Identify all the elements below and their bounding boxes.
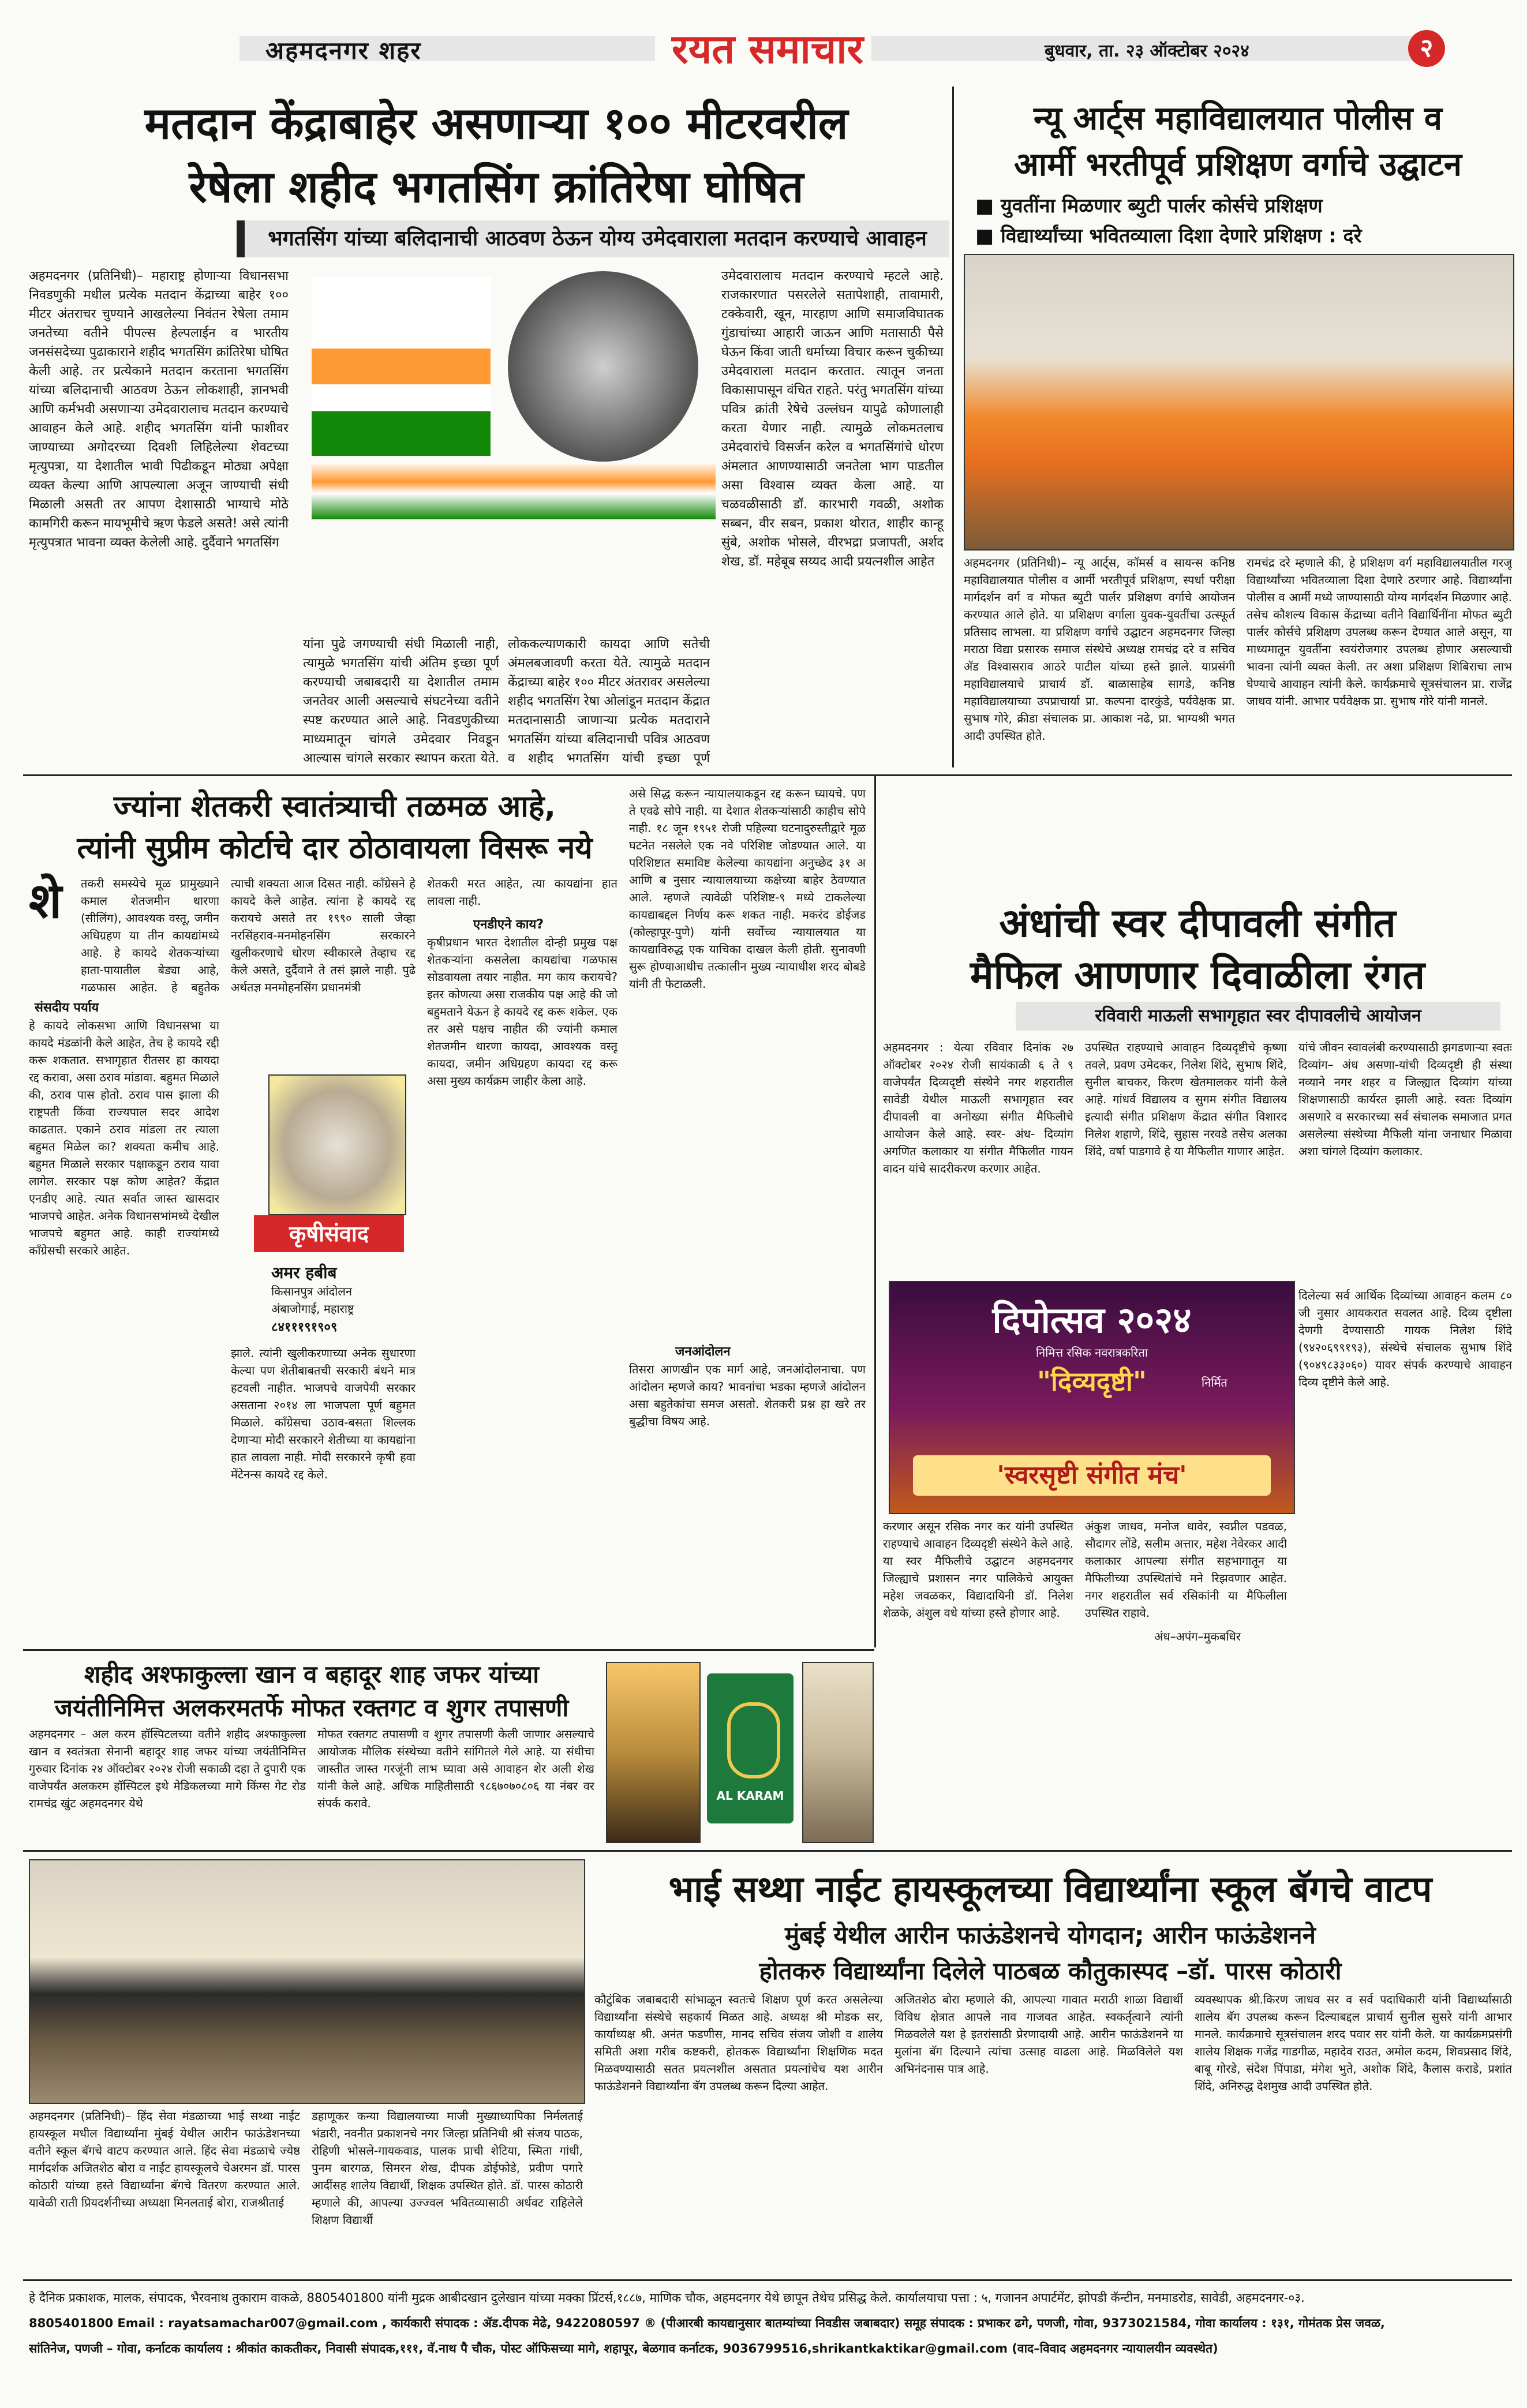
- story4-bot2: अंकुश जाधव, मनोज धावेर, स्वप्नील पडवळ, सौदागर लोंडे, सलीम अत्तार, महेश नेवेरकर आदी कलाकार आपल्या संगीत सहभागातून या मैफिलीच्या उपस्थितांचे मने रिझवणार आहेत. नगर शहरातील सर्व रसिकांनी या मैफिलीला उपस्थित राहावे.: [1085, 1519, 1287, 1620]
- story2-headline-1: न्यू आर्ट्स महाविद्यालयात पोलीस व: [1033, 100, 1443, 137]
- column-label: कृषीसंवाद: [254, 1215, 404, 1252]
- story2-bullet-1: [975, 192, 1323, 218]
- training-class-photo: [964, 254, 1514, 550]
- story6-headline-1: भाई सथ्था नाईट हायस्कूलच्या विद्यार्थ्यांना स्कूल बॅगचे वाटप: [668, 1868, 1432, 1910]
- story4-headline-2: मैफिल आणणार दिवाळीला रंगत: [970, 953, 1425, 998]
- al-karam-logo: [707, 1673, 794, 1823]
- story6-col1: अहमदनगर (प्रतिनिधी)– हिंद सेवा मंडळाच्या भाई सथ्था नाईट हायस्कूल मधील विद्यार्थ्यांना मुंबई येथील आरीन फाऊंडेशनच्या वतीने स्कूल बॅगचे वाटप करण्यात आले. हिंद सेवा मंडळाचे ज्येष्ठ मार्गदर्शक अजितशेठ बोरा व नाईट हायस्कूलचे चेअरमन डॉ. पारस कोठारी यांच्या हस्ते विद्यार्थ्यांना बॅगचे वितरण करण्यात आले. यावेळी राती प्रियदर्शनीच्या अध्यक्षा मिनलताई बोरा, राजश्रीताई: [29, 2109, 300, 2209]
- author-name: अमर हबीब: [271, 1263, 337, 1282]
- story3-col2: त्याची शक्यता आज दिसत नाही. काँग्रेसने हे कायदे केले आहेत. त्यांना हे कायदे रद्द करायचे असते तर १९९० साली जेव्हा नरसिंहराव-मनमोहनसिंग सरकारने खुलीकरणाचे धोरण स्वीकारले तेव्हाच रद्द केले असते, दुर्दैवाने ते तसं झाले नाही. पुढे अर्थतज्ञ मनमोहनसिंग प्रधानमंत्री: [231, 877, 416, 994]
- story3-col1b: हे कायदे लोकसभा आणि विधानसभा या कायदे मंडळांनी केले आहेत, तेच हे कायदे रद्दी करू शकतात. सभागृहात रीतसर हा कायदा रद्द करावा, असा ठराव मांडावा. बहुमत मिळाले की, ठराव पास होतो. ठराव पास झाला की राष्ट्रपती किंवा राज्यपाल सदर आदेश काढतात. एकाने ठराव मांडला तर त्याला बहुमत मिळेल का? शक्यता कमीच आहे. बहुमत मिळाले सरकार पक्षाकडून ठराव यावा लागेल. सरकार पक्ष कोण आहेत? केंद्रात एनडीए आहे. त्यात सर्वात जास्त खासदार भाजपचे आहेत. अनेक विधानसभांमध्ये देखील भाजपचे बहुमत आहे. काही राज्यांमध्ये काँग्रेसची सरकारे आहेत.: [29, 1018, 219, 1257]
- ashfaqulla-portrait: [606, 1662, 701, 1843]
- author-org: किसानपुत्र आंदोलन: [271, 1284, 352, 1298]
- author-portrait: [268, 1074, 406, 1215]
- story6-col4: अजितशेठ बोरा म्हणाले की, आपल्या गावात मराठी शाळा विद्यार्थी विविध क्षेत्रात आपले नाव गाजवत आहेत. स्वकर्तृत्वाने त्यांनी मिळवलेले यश हे इतरांसाठी प्रेरणादायी आहे. आरीन फाऊंडेशनने या मुलांना बॅग दिल्याने त्यांचा उत्साह वाढला आहे. मिळविलेले यश अभिनंदनास पात्र आहे.: [895, 1993, 1183, 2076]
- story1-headline-1: मतदान केंद्राबाहेर असणाऱ्या १०० मीटरवरील: [144, 98, 848, 149]
- author-place: अंबाजोगाई, महाराष्ट्र: [271, 1302, 354, 1316]
- story3-col4-sub2: जनआंदोलन: [675, 1345, 731, 1359]
- story3-headline-1: ज्यांना शेतकरी स्वातंत्र्याची तळमळ आहे,: [113, 789, 556, 824]
- story2-bullet-2: [975, 222, 1362, 248]
- footer-line-2: 8805401800 Email : rayatsamachar007@gmail.com , कार्यकारी संपादक : ॲड.दीपक मेढे, 9422080597 ® (पीआरबी कायद्यानुसार बातम्यांच्या निवडीस जबाबदार) समूह संपादक : प्रभाकर ढगे, पणजी, गोवा, 9373021584, गोवा कार्यालय : १३१, गोमंतक प्रेस जवळ,: [29, 2316, 1385, 2330]
- story1-subhead-bar: [237, 220, 245, 257]
- story3-col4-top: असे सिद्ध करून न्यायालयाकडून रद्द करून घ्यायचे. पण ते एवढे सोपे नाही. या देशात शेतकऱ्यांसाठी काहीच सोपे नाही. १८ जून १९५१ रोजी पहिल्या घटनादुरुस्तीद्वारे मूळ घटनेत नसलेले एक नवे परिशिष्ट जोडण्यात आले. या परिशिष्टात समाविष्ट केलेल्या कायद्यांना अनुच्छेद ३१ अ आणि ब नुसार न्यायालयाच्या कक्षेच्या बाहेर ठेवण्यात आले. म्हणजे त्यावेळी परिशिष्ट-९ मध्ये टाकलेल्या कायद्याबद्दल निर्णय करू शकत नाही. मकरंद डोईजड (कोल्हापूर-पुणे) यांनी सर्वोच्च न्यायालयात या कायद्याविरुद्ध एक याचिका दाखल केली होती. सुनावणी सुरू होण्याआधीच तत्कालीन मुख्य न्यायाधीश शरद बोबडे यांनी ती फेटाळली.: [629, 787, 866, 991]
- divider-vertical-1: [952, 87, 954, 767]
- footer-line-1: हे दैनिक प्रकाशक, मालक, संपादक, भैरवनाथ तुकाराम वाकळे, 8805401800 यांनी मुद्रक आबीदखान दुलेखान यांच्या मक्का प्रिंटर्स,१८८७, माणिक चौक, अहमदनगर येथे छापून तेथेच प्रसिद्ध केले. कार्यालयाचा पत्ता : ५, गजानन अपार्टमेंट, झोपडी कॅन्टीन, मनमाडरोड, सावेडी, अहमदनगर-०३.: [29, 2291, 1305, 2305]
- divider-horizontal-1: [23, 774, 1512, 776]
- skyline-image: [312, 462, 716, 519]
- story6-sub-2: होतकरु विद्यार्थ्यांना दिलेले पाठबळ कौतुकास्पद –डॉ. पारस कोठारी: [759, 1957, 1342, 1985]
- school-bag-distribution-photo: [29, 1859, 585, 2104]
- story3-sub1: संसदीय पर्याय: [35, 1001, 99, 1015]
- bahadur-shah-zafar-portrait: [802, 1662, 874, 1843]
- story2-col2: रामचंद्र दरे म्हणाले की, हे प्रशिक्षण वर्ग महाविद्यालयातील गरजू विद्यार्थ्यांच्या भवितव्याला दिशा देणारे ठरणार आहे. विद्यार्थ्यांना पोलीस व आर्मी मध्ये जाण्यासाठी योग्य मार्गदर्शन मिळणार आहे. तसेच कौशल्य विकास केंद्राच्या वतीने विद्यार्थिनींना मोफत ब्युटी पार्लर कोर्सचे प्रशिक्षण उपलब्ध करून देण्यात आले असून, या माध्यमातून युवतींना स्वयंरोजगार उपलब्ध होणार असल्याची भावना त्यांनी व्यक्त केली. तर अशा प्रशिक्षण शिबिराचा लाभ घेण्याचे आवाहन त्यांनी केले. कार्यक्रमाचे सूत्रसंचालन प्रा. राजेंद्र जाधव यांनी. आभार पर्यवेक्षक प्रा. सुभाष गोरे यांनी मानले.: [1247, 556, 1512, 708]
- story5-headline-1: शहीद अश्फाकुल्ला खान व बहादूर शाह जफर यांच्या: [84, 1660, 540, 1688]
- bhagat-singh-portrait: [508, 271, 698, 462]
- story1-col3: लोककल्याणकारी कायदा आणि सतेची अंमलबजावणी करता येते. त्यामुळे मतदान केंद्राच्या बाहेर १०० मीटर अंतरावर असलेल्या शहीद भगतसिंग रेषा ओलांडून मतदान केंद्रात मतदानासाठी जाणाऱ्या प्रत्येक मतदाराने भगतसिंग यांच्या बलिदानाची पवित्र आठवण व शहीद भगतसिंग यांची इच्छा पूर्ण: [508, 637, 710, 766]
- story3-col3: शेतकरी मरत आहेत, त्या कायद्यांना हात लावला नाही.: [427, 877, 617, 908]
- divider-horizontal-2: [23, 1649, 874, 1651]
- page-number: २: [1408, 30, 1445, 67]
- story4-col3: यांचे जीवन स्वावलंबी करण्यासाठी झगडणाऱ्या स्वतः दिव्यांग– अंध असणा-यांची दिव्यदृष्टी ही संस्था नव्याने नगर शहर व जिल्ह्यात दिव्यांग यांच्या शिक्षणासाठी कार्यरत झाली आहे. स्वतः दिव्यांग असणारे व सरकारच्या सर्व संचालक समाजात प्रगत असलेल्या संस्थेच्या मैफिली यांना जनाधार मिळावा अशा चांगले दिव्यांग कलाकार.: [1298, 1040, 1512, 1158]
- voting-finger-image: [312, 277, 491, 456]
- story6-col3: कौटुंबिक जबाबदारी सांभाळून स्वतःचे शिक्षण पूर्ण करत असलेल्या विद्यार्थ्यांना संस्थेचे सहकार्य मिळत आहे. अध्यक्ष श्री मोडक सर, कार्याध्यक्ष श्री. अनंत फडणीस, मानद सचिव संजय जोशी व शालेय समिती अशा गरीब कष्टकरी, होतकरू विद्यार्थ्यांना शिक्षणिक मदत मिळवण्यासाठी सतत प्रयत्नशील असतात प्रयत्नांचेच यश आरीन फाऊंडेशनने विद्यार्थ्यांना बॅग उपलब्ध करून दिल्या आहेत.: [594, 1993, 883, 2093]
- story5-col1: अहमदनगर – अल करम हॉस्पिटलच्या वतीने शहीद अश्फाकुल्ला खान व स्वतंत्रता सेनानी बहादूर शाह जफर यांच्या जयंतीनिमित्त गुरुवार दिनांक २४ ऑक्टोबर २०२४ रोजी सकाळी दहा ते दुपारी एक वाजेपर्यंत अलकरम हॉस्पिटल इथे मेडिकलच्या मागे किंग्स गेट रोड रामचंद्र खुंट अहमदनगर येथे: [29, 1727, 306, 1810]
- footer-line-3: सांतिनेज, पणजी – गोवा, कर्नाटक कार्यालय : श्रीकांत काकतीकर, निवासी संपादक,१११, वॅ.नाथ पै चौक, पोस्ट ऑफिसच्या मागे, शहापूर, बेळगाव कर्नाटक, 9036799516,shrikantkaktikar@gmail.com (वाद–विवाद अहमदनगर न्यायालयीन व्यवस्थेत): [29, 2342, 1218, 2355]
- story1-col1: अहमदनगर (प्रतिनिधी)– महाराष्ट्र होणाऱ्या विधानसभा निवडणुकी मधील प्रत्येक मतदान केंद्राच्या बाहेर १०० मीटर अंतराचर चुण्याने आखलेल्या निवंतन रेषेला तमाम जनतेच्या वतीने पीपल्स हेल्पलाईन व भारतीय जनसंसदेच्या पुढाकाराने शहीद भगतसिंग क्रांतिरेषा घोषित केली आहे. तर प्रत्येकाने मतदान करताना भगतसिंग यांच्या बलिदानाची आठवण ठेऊन लोकशाही, ज्ञानभवी आणि कर्मभवी असणाऱ्या उमेदवारालाच मतदान करण्याचे आवाहन केले आहे. शहीद भगतसिंग यांनी फाशीवर जाण्याच्या अगोदरच्या दिवशी लिहिलेल्या शेवटच्या मृत्युपत्रा, या देशातील भावी पिढीकडून मोठ्या अपेक्षा व्यक्त केल्या आणि आपल्याला अजून जाण्याची संधी मिळाली असती तर आपण देशासाठी भाग्याचे मोठे कामगिरी करून मायभूमीचे ऋण फेडले असते! असे त्यांनी मृत्युपत्रात भावना व्यक्त केलेली आहे. दुर्दैवाने भगतसिंग: [29, 269, 289, 550]
- story3-sub3: एनडीएने काय?: [473, 917, 544, 932]
- divider-horizontal-3: [23, 1850, 1512, 1852]
- story4-col1: अहमदनगर : येत्या रविवार दिनांक २७ ऑक्टोबर २०२४ रोजी सायंकाळी ६ ते ९ वाजेपर्यंत दिव्यदृष्टी संस्थेने नगर शहरातील सावेडी येथील माऊली सभागृहात स्वर दीपावली वा अनोख्या संगीत मैफिलीचे आयोजन केले आहे. स्वर- अंध- दिव्यांग अगणित कलाकार या संगीत मैफिलीत गायन वादन यांचे सादरीकरण करणार आहेत.: [883, 1040, 1073, 1175]
- story4-signature: अंध–अपंग–मुकबधिर: [1154, 1630, 1241, 1643]
- poster-title: दिपोत्सव २०२४: [992, 1299, 1192, 1341]
- story1-col2: यांना पुढे जगण्याची संधी मिळाली नाही, त्यामुळे भगतसिंग यांची अंतिम इच्छा पूर्ण करण्याची जबाबदारी या देशातील तमाम जनतेवर आली असल्याचे संघटनेच्या वतीने स्पष्ट करण्यात आले आहे. निवडणुकीच्या माध्यमातून चांगले उमेदवार निवडून आल्यास चांगले सरकार स्थापन करता येते.: [303, 637, 499, 766]
- story3-col3b: कृषीप्रधान भारत देशातील दोन्ही प्रमुख पक्ष शेतकऱ्यांना कसलेला कायद्यांचा गळफास सोडवायला तयार नाहीत. मग काय करायचे? इतर कोणत्या असा राजकीय पक्ष आहे की जो बहुमताने येऊन हे कायदे रद्द करू शकेल. एक तर असे पक्षच नाहीत की ज्यांनी कमाल शेतजमीन धारणा कायदा, आवश्यक वस्तू कायदा, जमीन अधिग्रहण कायदा रद्द करू असा मुख्य कार्यक्रम जाहीर केला आहे.: [427, 935, 617, 1088]
- story2-col1: अहमदनगर (प्रतिनिधी)– न्यू आर्ट्स, कॉमर्स व सायन्स कनिष्ठ महाविद्यालयात पोलीस व आर्मी भरतीपूर्व प्रशिक्षण, स्पर्धा परीक्षा मार्गदर्शन वर्ग व मोफत ब्युटी पार्लर प्रशिक्षण वर्गाचे आयोजन करण्यात आले होते. या प्रशिक्षण वर्गाला युवक-युवतींचा उत्स्फूर्त प्रतिसाद लाभला. या प्रशिक्षण वर्गाचे उद्घाटन अहमदनगर जिल्हा मराठा विद्या प्रसारक समाज संस्थेचे अध्यक्ष रामचंद्र दरे व सचिव ॲड विश्वासराव आठरे पाटील यांच्या हस्ते झाले. याप्रसंगी महाविद्यालयाचे प्राचार्य डॉ. बाळासाहेब सागडे, कनिष्ठ महाविद्यालयाच्या उपप्राचार्या प्रा. कल्पना दारकुंडे, पर्यवेक्षक प्रा. सुभाष गोरे, क्रीडा संचालक प्रा. आकाश नढे, प्रा. भाग्यश्री भगत आदी उपस्थित होते.: [964, 556, 1235, 743]
- square-bullet-icon: ■: [975, 224, 1001, 248]
- story1-col4: उमेदवारालाच मतदान करण्याचे म्हटले आहे. राजकारणात पसरलेले सतापेशाही, तावामारी, टक्केवारी, खून, मारहाण आणि समाजविघातक गुंडाचांच्या आहारी जाऊन आणि मतासाठी पैसे घेऊन किंवा जाती धर्माच्या विचार करून चुकीच्या उमेदवाराला मतदान करतात. त्यातून जनता विकासापासून वंचित राहते. परंतु भगतसिंग यांच्या पवित्र क्रांती रेषेचे उल्लंघन यापुढे कोणालाही करता येणार नाही. त्यामुळे लोकमतलाच उमेदवारांचे विसर्जन करेल व भगतसिंगांचे धोरण अंमलात आणण्यासाठी जनतेला भाग पाडतील असा विश्वास व्यक्त केला आहे. या चळवळीसाठी डॉ. कारभारी गवळी, अशोक सब्बन, वीर सबन, प्रकाश थोरात, शाहीर कान्हू सुंबे, अशोक भोसले, वीरभद्रा प्रजापती, अर्शद शेख, डॉ. महेबूब सय्यद आदी प्रयत्नशील आहेत: [721, 269, 944, 569]
- story5-col2: मोफत रक्तगट तपासणी व शुगर तपासणी केली जाणार असल्याचे आयोजक मौलिक संस्थेच्या वतीने सांगितले गेले आहे. या संधीचा जास्तीत जास्त गरजूंनी लाभ घ्यावा असे आवाहन शेर अली शेख यांनी केले आहे. अधिक माहितीसाठी ९८६७०७०८०६ या नंबर वर संपर्क करावे.: [317, 1727, 594, 1810]
- story3-headline-2: त्यांनी सुप्रीम कोर्टाचे दार ठोठावायला विसरू नये: [77, 831, 593, 866]
- logo-text: AL KARAM: [716, 1789, 784, 1803]
- poster-org: "दिव्यदृष्टी": [1037, 1366, 1147, 1397]
- story1-subhead: भगतसिंग यांच्या बलिदानाची आठवण ठेऊन योग्य उमेदवाराला मतदान करण्याचे आवाहन: [245, 220, 949, 257]
- story2-headline-2: आर्मी भरतीपूर्व प्रशिक्षण वर्गाचे उद्घाटन: [1014, 146, 1462, 183]
- story4-subhead: रविवारी माऊली सभागृहात स्वर दीपावलीचे आयोजन: [1016, 1002, 1500, 1031]
- story5-headline-2: जयंतीनिमित्त अलकरमतर्फे मोफत रक्तगट व शुगर तपासणी: [54, 1694, 569, 1722]
- story4-col3-cont: दिलेल्या सर्व आर्थिक दिव्यांच्या आवाहन कलम ८० जी नुसार आयकरात सवलत आहे. दिव्य दृष्टीला देणगी देण्यासाठी गायक निलेश शिंदे (९४२०६९९१९३), संस्थेचे संचालक सुभाष शिंदे (९०४९८३३०६०) यावर संपर्क करण्याचे आवाहन दिव्य दृष्टीने केले आहे.: [1298, 1289, 1512, 1389]
- dipotsav-poster: [889, 1281, 1295, 1514]
- masthead: [0, 0, 1527, 87]
- story6-col2: डहाणूकर कन्या विद्यालयाच्या माजी मुख्याध्यापिका निर्मलताई भंडारी, नवनीत प्रकाशनचे नगर जिल्हा प्रतिनिधी श्री संजय पाठक, रोहिणी भोसले-गायकवाड, पालक प्राची शेटिया, स्मिता गांधी, पुनम बारगळ, सिमरन शेख, दीपक डोईफोडे, प्रवीण पगारे आदींसह शालेय विद्यार्थी, शिक्षक उपस्थित होते. डॉ. पारस कोठारी म्हणाले की, आपल्या उज्ज्वल भवितव्यासाठी अर्धवट राहिलेले शिक्षण विद्यार्थी: [312, 2109, 583, 2227]
- bullet-text: युवतींना मिळणार ब्युटी पार्लर कोर्सचे प्रशिक्षण: [1000, 194, 1323, 218]
- newspaper-title: रयत समाचार: [671, 25, 864, 73]
- poster-tag: निमित्त रसिक नवरात्रकरिता: [1035, 1346, 1148, 1360]
- story1-headline-2: रेषेला शहीद भगतसिंग क्रांतिरेषा घोषित: [189, 161, 804, 212]
- story3-col1: तकरी समस्येचे मूळ प्रामुख्याने कमाल शेतजमीन धारणा (सीलिंग), आवश्यक वस्तू, जमीन अधिग्रहण या तीन कायद्यांमध्ये आहे. हे कायदे शेतकऱ्यांच्या हाता-पायातील बेड्या आहे, गळफास आहेत. हे बहुतेक: [81, 877, 219, 994]
- section-label: अहमदनगर शहर: [265, 36, 422, 65]
- story3-dropcap: शे: [29, 872, 62, 929]
- story4-headline-1: अंधांची स्वर दीपावली संगीत: [999, 901, 1396, 946]
- poster-sub: निर्मित: [1202, 1376, 1227, 1390]
- story6-col5: व्यवस्थापक श्री.किरण जाधव सर व सर्व पदाधिकारी यांनी विद्यार्थ्यांसाठी शालेय बॅग उपलब्ध करून दिल्याबद्दल प्राचार्य सुनील सुसरे यांनी आभार मानले. कार्यक्रमाचे सूत्रसंचालन शरद पवार सर यांनी केले. या कार्यक्रमप्रसंगी शालेय शिक्षक गजेंद्र गाडगीळ, महादेव राउत, अमोल कदम, शिवप्रसाद शिंदे, बाबू गोरडे, संदेश पिंपाडा, मंगेश भुते, अशोक शिंदे, कैलास कराडे, प्रशांत शिंदे, अनिरुद्ध देशमुख आदी उपस्थित होते.: [1195, 1993, 1512, 2093]
- bullet-text: विद्यार्थ्यांच्या भवितव्याला दिशा देणारे प्रशिक्षण : दरे: [1000, 224, 1362, 248]
- logo-mark: [727, 1702, 780, 1778]
- footer-rule: [23, 2279, 1512, 2281]
- story3-col4b: तिसरा आणखीन एक मार्ग आहे, जनआंदोलनाचा. पण आंदोलन म्हणजे काय? भावनांचा भडका म्हणजे आंदोलन असा बहुतेकांचा समज असतो. शेतकरी प्रश्न हा खरे तर बुद्धीचा विषय आहे.: [629, 1362, 866, 1428]
- author-phone: ८४१११९१९०९: [271, 1320, 338, 1335]
- story4-col2: उपस्थित राहण्याचे आवाहन दिव्यदृष्टीचे कृष्णा तवले, प्रवण उमेदकर, निलेश शिंदे, सुभाष शिंदे, सुनील बाचकर, किरण खेतमालकर यांनी केले आहे. गांधर्व विद्यालय व सुगम संगीत विद्यालय इत्यादी संगीत प्रशिक्षण केंद्रात संगीत विशारद निलेश शहाणे, शिंदे, सुहास नरवडे तसेच अलका शिंदे, वर्षा पाडगावे हे या मैफिलीत गाणार आहेत.: [1085, 1040, 1287, 1158]
- story6-sub-1: मुंबई येथील आरीन फाऊंडेशनचे योगदान; आरीन फाऊंडेशनने: [785, 1921, 1316, 1949]
- story4-bot1: करणार असून रसिक नगर कर यांनी उपस्थित राहण्याचे आवाहन दिव्यदृष्टी संस्थेने केले आहे. या स्वर मैफिलीचे उद्घाटन अहमदनगर जिल्ह्याचे प्रशासन नगर पालिकेचे आयुक्त महेश जवळकर, विद्यादायिनी डॉ. निलेश शेळके, अंशुल वधे यांच्या हस्ते होणार आहे.: [883, 1519, 1073, 1620]
- issue-date: बुधवार, ता. २३ ऑक्टोबर २०२४: [1045, 41, 1249, 61]
- square-bullet-icon: ■: [975, 194, 1001, 218]
- divider-vertical-2: [874, 776, 876, 1647]
- story3-bottom1: झाले. त्यांनी खुलीकरणाच्या अनेक सुधारणा केल्या पण शेतीबाबतची सरकारी बंधने मात्र हटवली नाहीत. भाजपचे वाजपेयी सरकार असताना २०१४ ला भाजपला पूर्ण बहुमत मिळाले. काँग्रेसचा उठाव-बसता शिल्लक देणाऱ्या मोदी सरकारने शेतीच्या या कायद्यांना हात लावला नाही. मोदी सरकारने कृषी हवा मेंटेनन्स कायदे रद्द केले.: [231, 1346, 416, 1481]
- poster-stage: 'स्वरसृष्टी संगीत मंच': [913, 1455, 1271, 1496]
